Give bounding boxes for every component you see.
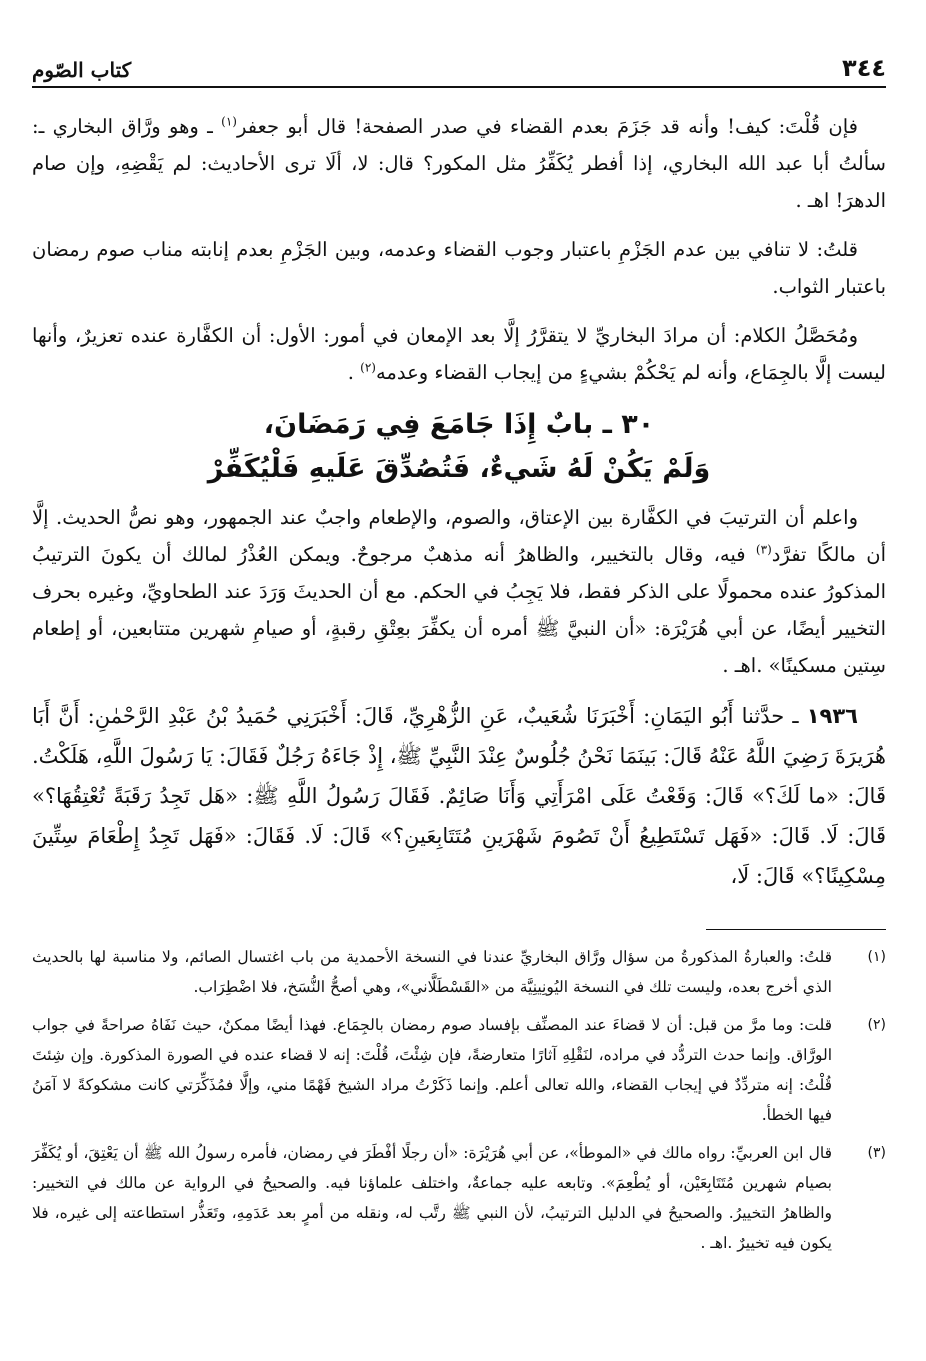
chapter-heading-line-2: وَلَمْ يَكُنْ لَهُ شَيءٌ، فَتُصُدِّقَ عَلَيهِ فَلْيُكَفِّرْ [207,453,711,484]
footnotes [32,942,886,1266]
commentary-paragraph [32,499,886,684]
footnote-2 [32,1010,886,1130]
paragraph-1-text-after: ـ وهو ورَّاق البخاري ـ: سألتُ أبا عبد الله البخاري، إذا أفطر يُكَفِّرُ مثل المكور؟ قال: لا، ألَا ترى الأحاديث: لم يَقْضِهِ، وإن صام الدهرَ! اهـ . [32,115,886,212]
footnote-ref-2[interactable]: (٢) [360,360,376,375]
footnote-marker-2: (٢) [867,1017,886,1033]
footnote-text-3: قال ابن العربيِّ: رواه مالك في «الموطأ»، عن أبي هُرَيْرَة: «أن رجلًا أفْطَرَ في رمضان، فأمره رسولُ الله ﷺ أن يَعْتِقَ، أو يُكَفِّرَ بصيام شهرين مُتَتَابِعَيْن، أو يُطْعِمَ». وتابعه عليه جماعةٌ، واختلف علماؤنا فيه. والصحيحُ في الرواية عن مالك في التخيير: والظاهرُ التخييرُ. والصحيحُ في الدليل الترتيبُ، لأن النبي ﷺ رتَّب له، ونقله من أمرٍ بعد عَدَمِهِ، وتَعَذُّر استطاعته إلى غيره، فلا يكون فيه تخييرٌ .اهـ . [32,1144,832,1252]
hadith-text [32,696,886,896]
footnote-3 [32,1138,886,1258]
footnote-marker-1: (١) [867,949,886,965]
paragraph-1-text-before: فإن قُلْتَ: كيف! وأنه قد جَزَمَ بعدم القضاء في صدر الصفحة! قال أبو جعفر [236,115,858,138]
paragraph-3-text-before: ومُحَصَّلُ الكلام: أن مرادَ البخاريِّ لا يتقرَّرُ إلَّا بعد الإمعان في أمور: الأول: أن الكفَّارة عنده تعزيرٌ، وأنها ليست إلَّا بالجِمَاع، وأنه لم يَحْكُمْ بشيءٍ من إيجاب القضاء وعدمه [32,324,886,384]
footnote-divider [706,929,886,930]
book-title: كتاب الصّوم [32,58,132,82]
chapter-heading [32,403,886,491]
paragraph-2-text: قلتُ: لا تنافي بين عدم الجَزْمِ باعتبار وجوب القضاء وعدمه، وبين الجَزْمِ بعدم إنابته مناب صوم رمضان باعتبار الثواب. [32,238,886,298]
hadith-body: ـ حدَّثنا أَبُو اليَمَانِ: أَخْبَرَنَا شُعَيبٌ، عَنِ الزُّهْرِيِّ، قَالَ: أَخْبَرَنِي حُمَيدُ بْنُ عَبْدِ الرَّحْمٰنِ: أَنَّ أَبَا هُرَيرَةَ رَضِيَ اللَّهُ عَنْهُ قَالَ: بَينَمَا نَحْنُ جُلُوسٌ عِنْدَ النَّبِيِّ ﷺ، إِذْ جَاءَهُ رَجُلٌ فَقَالَ: يَا رَسُولَ اللَّهِ، هَلَكْتُ. قَالَ: «ما لَكَ؟» قَالَ: وَقَعْتُ عَلَى امْرَأَتِي وَأَنَا صَائِمٌ. فَقَالَ رَسُولُ اللَّهِ ﷺ: «هَل تَجِدُ رَقَبَةً تُعْتِقُهَا؟» قَالَ: لَا. قَالَ: «فَهَل تَسْتَطِيعُ أَنْ تَصُومَ شَهْرَينِ مُتَتَابِعَينِ؟» قَالَ: لَا. فَقَالَ: «فَهَل تَجِدُ إِطْعَامَ سِتِّينَ مِسْكِينًا؟» قَالَ: لَا، [32,704,886,888]
page-number: ٣٤٤ [842,54,886,82]
paragraph-3-text-after: . [347,361,361,384]
paragraph-1 [32,108,886,219]
footnote-marker-3: (٣) [867,1145,886,1161]
commentary-text-before: واعلم أن الترتيبَ في الكفَّارة بين الإعتاق، والصوم، والإطعام واجبٌ عند الجمهور، وهو نصُّ الحديث. إلَّا أن مالكًا تفرَّد [32,506,886,566]
page-header [32,46,886,88]
footnote-text-1: قلتُ: والعبارةُ المذكورةُ من سؤال ورَّاق البخاريِّ عندنا في النسخة الأحمدية من باب اغتسال الصائم، ولا مناسبة لها بالحديث الذي أخرج بعده، وليست تلك في النسخة اليُونِينِيَّة من «القَسْطَلَّاني»، وهي أصحُّ النُّسَخ، فلا اضْطِرَاب. [32,948,832,996]
commentary-text-after: فيه، وقال بالتخيير، والظاهرُ أنه مذهبٌ مرجوحٌ. ويمكن العُذْرُ لمالك أن يكونَ الترتيبُ المذكورُ عنده محمولًا على الذكر فقط، فلا يَجِبُ في الحكم. مع أن الحديثَ وَرَدَ عند الطحاويِّ، وغيره بحرف التخيير أيضًا، عن أبي هُرَيْرَة: «أن النبيَّ ﷺ أمره أن يكفِّرَ بعِتْقِ رقبةٍ، أو صيامِ شهرين متتابعين، أو إطعام سِتين مسكينًا» .اهـ . [32,543,886,677]
main-text [32,108,886,896]
chapter-heading-line-1: ٣٠ ـ بابٌ إِذَا جَامَعَ فِي رَمَضَانَ، [263,409,655,440]
paragraph-3 [32,317,886,391]
footnote-ref-3[interactable]: (٣) [755,542,772,557]
paragraph-2 [32,231,886,305]
hadith-number: ١٩٣٦ [806,704,858,728]
footnote-1 [32,942,886,1002]
footnote-ref-1[interactable]: (١) [221,114,237,129]
footnote-text-2: قلت: وما مرَّ من قبل: أن لا قضاءَ عند المصنِّف بإفساد صوم رمضان بالجِمَاع. فهذا أيضًا ممكنٌ، حيث نَفَاهُ صراحةً في جواب الورَّاق. وإنما حدث التردُّد في مراده، لنَقْلِهِ آثارًا متعارضةً، فإن شِئْتَ، قُلْتَ: إنه لا قضاء عنده في الصورة المذكورة. وإن شِئتَ قُلْتُ: إنه متردِّدٌ في إيجاب القضاء، والله تعالى أعلم. وإنما ذَكَرْتُ مراد الشيخ فَهْمًا مني، وإلَّا فمُذَكِّرَتي كانت مشكوكةً لا آمَنُ فيها الخطأ. [32,1016,832,1124]
